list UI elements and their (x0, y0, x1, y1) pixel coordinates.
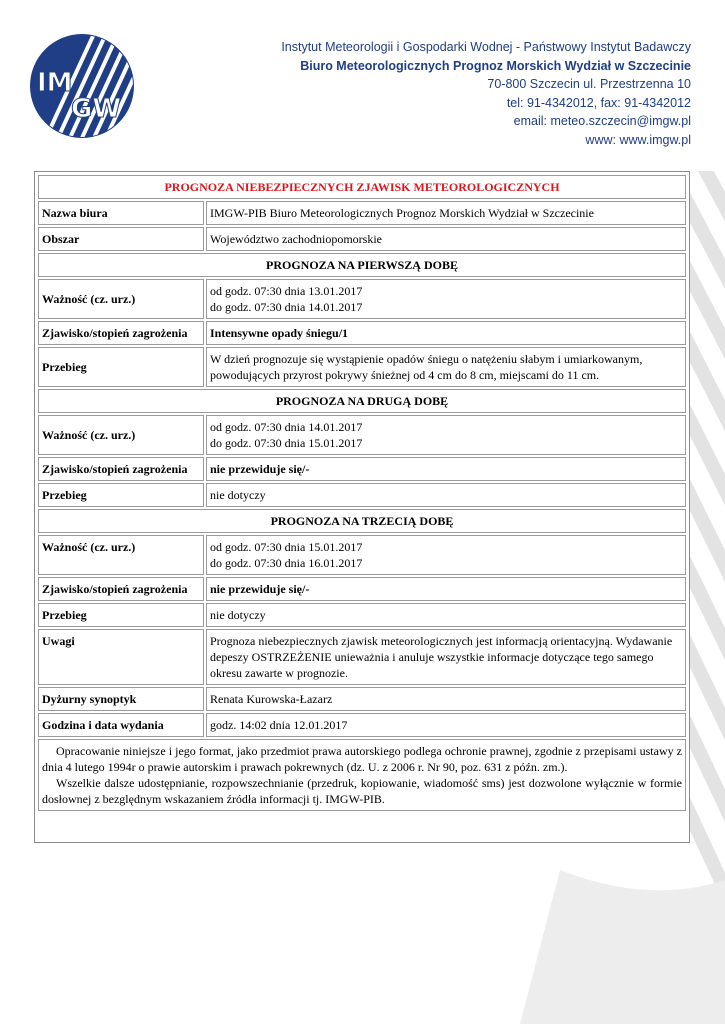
issued-label: Godzina i data wydania (38, 713, 204, 737)
day2-validity-label: Ważność (cz. urz.) (38, 415, 204, 455)
day2-heading: PROGNOZA NA DRUGĄ DOBĘ (38, 389, 686, 413)
office-value: IMGW-PIB Biuro Meteorologicznych Prognoz Morskich Wydział w Szczecinie (206, 201, 686, 225)
document-title: PROGNOZA NIEBEZPIECZNYCH ZJAWISK METEOROLOGICZNYCH (38, 175, 686, 199)
institution-name: Instytut Meteorologii i Gospodarki Wodnej - Państwowy Instytut Badawczy (281, 40, 691, 54)
day1-validity-label: Ważność (cz. urz.) (38, 279, 204, 319)
phone-fax: tel: 91-4342012, fax: 91-4342012 (506, 95, 691, 110)
copyright-note-1: Opracowanie niniejsze i jego format, jako przedmiot prawa autorskiego podlega ochronie prawnej, zgodnie z przepisami ustawy z dnia 4 lutego 1994r o prawie autorskim i prawach pokrewnych (dz. U. z 2006 r. Nr 90, poz. 631 z późn. zm.). (42, 744, 682, 774)
remarks-value: Prognoza niebezpiecznych zjawisk meteorologicznych jest informacją orientacyjną. Wydawanie depeszy OSTRZEŻENIE unieważnia i anuluje wszystkie informacje dotyczące tego samego okresu zawarte w prognozie. (206, 629, 686, 685)
day2-phenomenon-value: nie przewiduje się/- (206, 457, 686, 481)
issued-value: godz. 14:02 dnia 12.01.2017 (206, 713, 686, 737)
office-label: Nazwa biura (38, 201, 204, 225)
institution-header (281, 38, 691, 149)
forecaster-label: Dyżurny synoptyk (38, 687, 204, 711)
day3-phenomenon-value: nie przewiduje się/- (206, 577, 686, 601)
office-name: Biuro Meteorologicznych Prognoz Morskich Wydział w Szczecinie (300, 58, 691, 73)
day1-validity-to: do godz. 07:30 dnia 14.01.2017 (210, 300, 363, 314)
day1-course-label: Przebieg (38, 347, 204, 387)
day3-validity-from: od godz. 07:30 dnia 15.01.2017 (210, 540, 363, 554)
day1-validity-from: od godz. 07:30 dnia 13.01.2017 (210, 284, 363, 298)
day3-validity-to: do godz. 07:30 dnia 16.01.2017 (210, 556, 363, 570)
day1-validity (206, 279, 686, 319)
day2-phenomenon-label: Zjawisko/stopień zagrożenia (38, 457, 204, 481)
day3-validity (206, 535, 686, 575)
area-value: Województwo zachodniopomorskie (206, 227, 686, 251)
day1-heading: PROGNOZA NA PIERWSZĄ DOBĘ (38, 253, 686, 277)
day1-course-value: W dzień prognozuje się wystąpienie opadów śniegu o natężeniu słabym i umiarkowanym, powodujących przyrost pokrywy śnieżnej od 4 cm do 8 cm, miejscami do 11 cm. (206, 347, 686, 387)
day2-course-value: nie dotyczy (206, 483, 686, 507)
day1-phenomenon-label: Zjawisko/stopień zagrożenia (38, 321, 204, 345)
copyright-note (38, 739, 686, 811)
day2-validity (206, 415, 686, 455)
address: 70-800 Szczecin ul. Przestrzenna 10 (487, 77, 691, 91)
day3-validity-label: Ważność (cz. urz.) (38, 535, 204, 575)
day2-validity-from: od godz. 07:30 dnia 14.01.2017 (210, 420, 363, 434)
email-link[interactable]: email: meteo.szczecin@imgw.pl (513, 114, 691, 128)
day2-course-label: Przebieg (38, 483, 204, 507)
forecast-table (36, 173, 688, 813)
imgw-logo (29, 33, 135, 139)
day3-course-value: nie dotyczy (206, 603, 686, 627)
day1-phenomenon-value: Intensywne opady śniegu/1 (206, 321, 686, 345)
forecaster-value: Renata Kurowska-Łazarz (206, 687, 686, 711)
remarks-label: Uwagi (38, 629, 204, 685)
website-link[interactable]: www: www.imgw.pl (585, 132, 691, 147)
svg-text:IM: IM (37, 68, 73, 98)
day3-phenomenon-label: Zjawisko/stopień zagrożenia (38, 577, 204, 601)
area-label: Obszar (38, 227, 204, 251)
svg-text:GW: GW (71, 94, 122, 124)
day3-course-label: Przebieg (38, 603, 204, 627)
copyright-note-2: Wszelkie dalsze udostępnianie, rozpowszechnianie (przedruk, kopiowanie, wiadomość sms) jest dozwolone wyłącznie w formie dosłownej z bezględnym wskazaniem źródła informacji tj. IMGW-PIB. (42, 776, 682, 806)
day3-heading: PROGNOZA NA TRZECIĄ DOBĘ (38, 509, 686, 533)
day2-validity-to: do godz. 07:30 dnia 15.01.2017 (210, 436, 363, 450)
forecast-document (34, 171, 690, 843)
